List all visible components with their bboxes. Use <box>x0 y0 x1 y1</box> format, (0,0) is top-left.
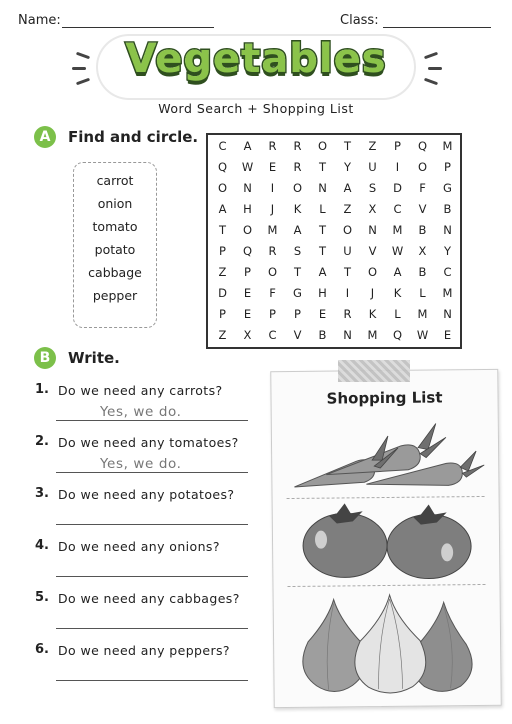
grid-letter[interactable]: J <box>370 286 375 300</box>
grid-letter[interactable]: R <box>293 139 302 153</box>
grid-letter[interactable]: C <box>443 265 452 279</box>
grid-letter[interactable]: R <box>293 160 302 174</box>
grid-letter[interactable]: A <box>318 265 327 279</box>
grid-letter[interactable]: R <box>268 139 277 153</box>
question-number: 2. <box>35 434 49 449</box>
grid-letter[interactable]: L <box>319 202 326 216</box>
grid-letter[interactable]: O <box>292 181 303 195</box>
question-number: 5. <box>35 590 49 605</box>
grid-letter[interactable]: O <box>242 223 253 237</box>
grid-letter[interactable]: N <box>243 181 252 195</box>
grid-letter[interactable]: E <box>268 160 277 174</box>
shopping-list-title: Shopping List <box>326 388 443 408</box>
card-divider <box>287 584 485 587</box>
answer-line[interactable] <box>56 420 248 421</box>
grid-letter[interactable]: B <box>418 223 427 237</box>
grid-letter[interactable]: L <box>419 286 426 300</box>
grid-letter[interactable]: Q <box>217 160 228 174</box>
grid-letter[interactable]: M <box>367 328 378 342</box>
question-text: Do we need any carrots? <box>58 383 223 398</box>
grid-letter[interactable]: C <box>218 139 227 153</box>
grid-letter[interactable]: H <box>243 202 252 216</box>
grid-letter[interactable]: B <box>418 265 427 279</box>
grid-letter[interactable]: T <box>218 223 227 237</box>
page-subtitle: Word Search + Shopping List <box>158 101 354 116</box>
grid-letter[interactable]: G <box>443 181 452 195</box>
name-field[interactable] <box>62 13 214 28</box>
grid-letter[interactable]: C <box>268 328 277 342</box>
grid-letter[interactable]: A <box>293 223 302 237</box>
grid-letter[interactable]: M <box>392 223 403 237</box>
word-list-item: carrot <box>96 173 134 188</box>
grid-letter[interactable]: M <box>442 286 453 300</box>
carrot-icon <box>286 415 487 497</box>
word-list-box <box>73 162 157 328</box>
grid-letter[interactable]: A <box>243 139 252 153</box>
tomato-icon <box>297 498 478 584</box>
question-text: Do we need any peppers? <box>58 643 230 658</box>
grid-letter[interactable]: M <box>442 139 453 153</box>
grid-letter[interactable]: O <box>217 181 228 195</box>
grid-letter[interactable]: Z <box>218 265 227 279</box>
grid-letter[interactable]: X <box>243 328 252 342</box>
grid-letter[interactable]: O <box>342 223 353 237</box>
grid-letter[interactable]: V <box>418 202 427 216</box>
grid-letter[interactable]: Q <box>392 328 403 342</box>
answer-line[interactable] <box>56 576 248 577</box>
grid-letter[interactable]: O <box>417 160 428 174</box>
grid-letter[interactable]: P <box>444 160 451 174</box>
grid-letter[interactable]: E <box>443 328 452 342</box>
page-title: Vegetables <box>125 36 387 82</box>
grid-letter[interactable]: X <box>418 244 427 258</box>
onion-icon <box>294 588 485 700</box>
answer-line[interactable] <box>56 472 248 473</box>
grid-letter[interactable]: Z <box>343 202 352 216</box>
answer-text: Yes, we do. <box>100 404 182 420</box>
grid-letter[interactable]: N <box>318 181 327 195</box>
class-field[interactable] <box>383 13 491 28</box>
grid-letter[interactable]: A <box>343 181 352 195</box>
grid-letter[interactable]: A <box>218 202 227 216</box>
question-text: Do we need any potatoes? <box>58 487 235 502</box>
grid-letter[interactable]: P <box>269 307 276 321</box>
grid-letter[interactable]: U <box>368 160 377 174</box>
question-number: 6. <box>35 642 49 657</box>
grid-letter[interactable]: T <box>318 244 327 258</box>
grid-letter[interactable]: M <box>267 223 278 237</box>
grid-letter[interactable]: O <box>367 265 378 279</box>
grid-letter[interactable]: Z <box>368 139 377 153</box>
grid-letter[interactable]: S <box>293 244 302 258</box>
grid-letter[interactable]: X <box>368 202 377 216</box>
word-list-item: tomato <box>92 219 138 234</box>
grid-letter[interactable]: U <box>343 244 352 258</box>
grid-letter[interactable]: W <box>241 160 254 174</box>
question-number: 4. <box>35 538 49 553</box>
grid-letter[interactable]: N <box>443 223 452 237</box>
grid-letter[interactable]: N <box>343 328 352 342</box>
question-text: Do we need any tomatoes? <box>58 435 239 450</box>
grid-letter[interactable]: Y <box>443 244 452 258</box>
grid-letter[interactable]: D <box>218 286 227 300</box>
grid-letter[interactable]: T <box>318 160 327 174</box>
grid-letter[interactable]: F <box>419 181 426 195</box>
title-decoration <box>72 67 86 70</box>
grid-letter[interactable]: O <box>267 265 278 279</box>
question-number: 1. <box>35 382 49 397</box>
answer-line[interactable] <box>56 628 248 629</box>
tape-decoration <box>338 360 410 382</box>
grid-letter[interactable]: P <box>244 265 251 279</box>
grid-letter[interactable]: Q <box>242 244 253 258</box>
grid-letter[interactable]: E <box>243 286 252 300</box>
grid-letter[interactable]: O <box>317 139 328 153</box>
word-list-item: potato <box>94 242 136 257</box>
grid-letter[interactable]: E <box>243 307 252 321</box>
grid-letter[interactable]: W <box>391 244 404 258</box>
section-a-badge: A <box>34 126 56 148</box>
section-a-title: Find and circle. <box>68 128 199 146</box>
word-search-grid[interactable] <box>206 133 462 349</box>
shopping-list-card <box>270 369 502 708</box>
grid-letter[interactable]: N <box>368 223 377 237</box>
grid-letter[interactable]: Q <box>417 139 428 153</box>
grid-letter[interactable]: H <box>318 286 327 300</box>
question-text: Do we need any onions? <box>58 539 220 554</box>
grid-letter[interactable]: P <box>219 244 226 258</box>
grid-letter[interactable]: I <box>270 181 275 195</box>
grid-letter[interactable]: T <box>293 265 302 279</box>
word-list-item: pepper <box>92 288 138 303</box>
grid-letter[interactable]: I <box>345 286 350 300</box>
grid-letter[interactable]: K <box>368 307 377 321</box>
grid-letter[interactable]: B <box>318 328 327 342</box>
grid-letter[interactable]: L <box>394 307 401 321</box>
name-label: Name: <box>18 13 61 28</box>
grid-letter[interactable]: P <box>294 307 301 321</box>
title-decoration <box>428 67 442 70</box>
grid-letter[interactable]: M <box>417 307 428 321</box>
grid-letter[interactable]: T <box>343 265 352 279</box>
grid-letter[interactable]: Z <box>218 328 227 342</box>
grid-letter[interactable]: T <box>343 139 352 153</box>
grid-letter[interactable]: V <box>293 328 302 342</box>
grid-letter[interactable]: F <box>269 286 276 300</box>
answer-line[interactable] <box>56 680 248 681</box>
grid-letter[interactable]: N <box>443 307 452 321</box>
word-list-item: cabbage <box>88 265 142 280</box>
grid-letter[interactable]: D <box>393 181 402 195</box>
grid-letter[interactable]: R <box>268 244 277 258</box>
grid-letter[interactable]: R <box>343 307 352 321</box>
grid-letter[interactable]: A <box>393 265 402 279</box>
section-b-title: Write. <box>68 349 120 367</box>
question-number: 3. <box>35 486 49 501</box>
grid-letter[interactable]: I <box>395 160 400 174</box>
grid-letter[interactable]: C <box>393 202 402 216</box>
word-list-item: onion <box>97 196 133 211</box>
question-text: Do we need any cabbages? <box>58 591 240 606</box>
grid-letter[interactable]: P <box>394 139 401 153</box>
grid-letter[interactable]: E <box>318 307 327 321</box>
grid-letter[interactable]: W <box>416 328 429 342</box>
answer-line[interactable] <box>56 524 248 525</box>
section-b-badge: B <box>34 347 56 369</box>
grid-letter[interactable]: P <box>219 307 226 321</box>
grid-letter[interactable]: K <box>393 286 402 300</box>
class-label: Class: <box>340 13 379 28</box>
grid-letter[interactable]: V <box>368 244 377 258</box>
grid-letter[interactable]: Y <box>343 160 352 174</box>
grid-letter[interactable]: S <box>368 181 377 195</box>
grid-letter[interactable]: K <box>293 202 302 216</box>
grid-letter[interactable]: G <box>293 286 302 300</box>
grid-letter[interactable]: T <box>318 223 327 237</box>
grid-letter[interactable]: B <box>443 202 452 216</box>
answer-text: Yes, we do. <box>100 456 182 472</box>
grid-letter[interactable]: J <box>270 202 275 216</box>
